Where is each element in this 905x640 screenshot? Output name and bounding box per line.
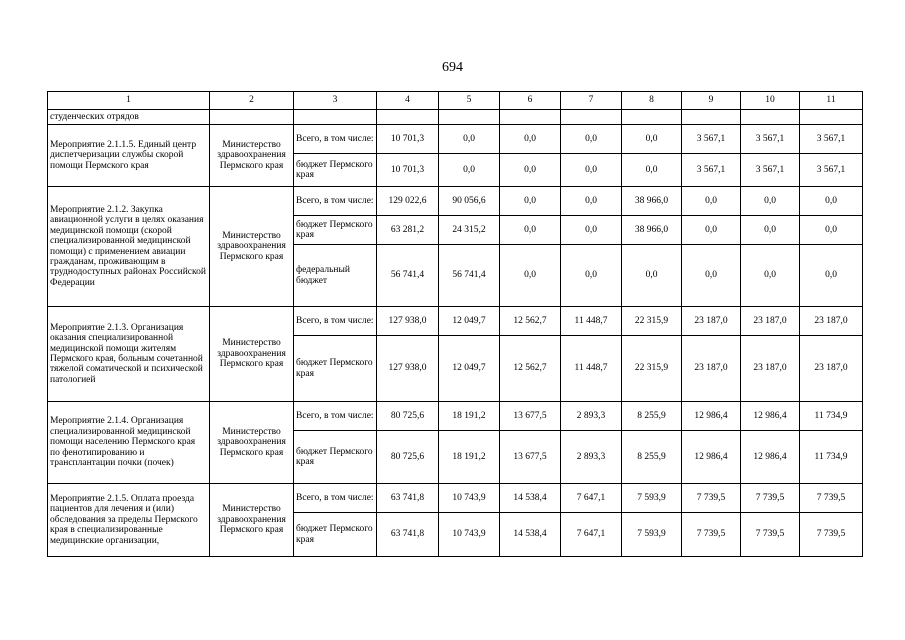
amount-cell: 7 739,5 bbox=[800, 513, 863, 557]
empty-cell bbox=[294, 110, 377, 125]
amount-cell: 0,0 bbox=[561, 154, 622, 187]
amount-cell: 7 593,9 bbox=[622, 513, 682, 557]
amount-cell: 63 741,8 bbox=[377, 484, 439, 513]
amount-cell: 12 049,7 bbox=[439, 307, 500, 336]
funding-source: бюджет Пермского края bbox=[294, 431, 377, 484]
funding-source: Всего, в том числе: bbox=[294, 484, 377, 513]
executor-name: Министерство здравоохранения Пермского края bbox=[210, 125, 294, 187]
funding-source: бюджет Пермского края bbox=[294, 154, 377, 187]
table-row bbox=[48, 484, 863, 513]
amount-cell: 13 677,5 bbox=[500, 402, 561, 431]
amount-cell: 22 315,9 bbox=[622, 336, 682, 402]
amount-cell: 8 255,9 bbox=[622, 431, 682, 484]
amount-cell: 23 187,0 bbox=[800, 336, 863, 402]
amount-cell: 23 187,0 bbox=[800, 307, 863, 336]
amount-cell: 12 049,7 bbox=[439, 336, 500, 402]
amount-cell: 0,0 bbox=[800, 216, 863, 245]
table-row bbox=[48, 307, 863, 336]
amount-cell: 12 986,4 bbox=[741, 402, 800, 431]
amount-cell: 8 255,9 bbox=[622, 402, 682, 431]
empty-cell bbox=[561, 110, 622, 125]
executor-name: Министерство здравоохранения Пермского края bbox=[210, 187, 294, 307]
amount-cell: 0,0 bbox=[622, 245, 682, 307]
budget-table bbox=[47, 91, 863, 557]
table-row bbox=[48, 187, 863, 216]
amount-cell: 23 187,0 bbox=[741, 336, 800, 402]
amount-cell: 10 701,3 bbox=[377, 154, 439, 187]
amount-cell: 0,0 bbox=[500, 216, 561, 245]
measure-name: Мероприятие 2.1.2. Закупка авиационной услуги в целях оказания медицинской помощи (скорой специализированной медицинской помощи) с применением авиации гражданам, проживающим в труднодоступных районах Российской Федерации bbox=[48, 187, 210, 307]
amount-cell: 10 743,9 bbox=[439, 513, 500, 557]
funding-source: Всего, в том числе: bbox=[294, 125, 377, 154]
funding-source: бюджет Пермского края bbox=[294, 513, 377, 557]
empty-cell bbox=[622, 110, 682, 125]
amount-cell: 63 281,2 bbox=[377, 216, 439, 245]
table-row bbox=[48, 402, 863, 431]
amount-cell: 0,0 bbox=[500, 187, 561, 216]
column-header: 6 bbox=[500, 92, 561, 110]
amount-cell: 0,0 bbox=[561, 245, 622, 307]
amount-cell: 11 448,7 bbox=[561, 307, 622, 336]
amount-cell: 0,0 bbox=[741, 187, 800, 216]
amount-cell: 3 567,1 bbox=[741, 125, 800, 154]
amount-cell: 80 725,6 bbox=[377, 431, 439, 484]
column-header: 11 bbox=[800, 92, 863, 110]
amount-cell: 22 315,9 bbox=[622, 307, 682, 336]
amount-cell: 3 567,1 bbox=[682, 154, 741, 187]
amount-cell: 3 567,1 bbox=[682, 125, 741, 154]
amount-cell: 80 725,6 bbox=[377, 402, 439, 431]
amount-cell: 3 567,1 bbox=[800, 154, 863, 187]
amount-cell: 7 739,5 bbox=[682, 484, 741, 513]
column-header: 3 bbox=[294, 92, 377, 110]
amount-cell: 10 743,9 bbox=[439, 484, 500, 513]
amount-cell: 14 538,4 bbox=[500, 484, 561, 513]
amount-cell: 0,0 bbox=[741, 245, 800, 307]
empty-cell bbox=[210, 110, 294, 125]
amount-cell: 7 739,5 bbox=[800, 484, 863, 513]
amount-cell: 0,0 bbox=[439, 154, 500, 187]
amount-cell: 0,0 bbox=[682, 216, 741, 245]
amount-cell: 0,0 bbox=[561, 125, 622, 154]
amount-cell: 90 056,6 bbox=[439, 187, 500, 216]
column-header: 8 bbox=[622, 92, 682, 110]
amount-cell: 7 647,1 bbox=[561, 484, 622, 513]
executor-name: Министерство здравоохранения Пермского края bbox=[210, 484, 294, 557]
amount-cell: 127 938,0 bbox=[377, 307, 439, 336]
empty-cell bbox=[682, 110, 741, 125]
amount-cell: 18 191,2 bbox=[439, 431, 500, 484]
measure-name: Мероприятие 2.1.1.5. Единый центр диспетчеризации службы скорой помощи Пермского края bbox=[48, 125, 210, 187]
amount-cell: 18 191,2 bbox=[439, 402, 500, 431]
column-header: 5 bbox=[439, 92, 500, 110]
amount-cell: 24 315,2 bbox=[439, 216, 500, 245]
amount-cell: 0,0 bbox=[500, 125, 561, 154]
column-header: 4 bbox=[377, 92, 439, 110]
amount-cell: 0,0 bbox=[682, 245, 741, 307]
column-header: 9 bbox=[682, 92, 741, 110]
executor-name: Министерство здравоохранения Пермского края bbox=[210, 307, 294, 402]
amount-cell: 7 739,5 bbox=[741, 484, 800, 513]
amount-cell: 56 741,4 bbox=[377, 245, 439, 307]
amount-cell: 23 187,0 bbox=[682, 307, 741, 336]
column-header: 1 bbox=[48, 92, 210, 110]
amount-cell: 12 986,4 bbox=[741, 431, 800, 484]
amount-cell: 7 739,5 bbox=[682, 513, 741, 557]
empty-cell bbox=[377, 110, 439, 125]
amount-cell: 23 187,0 bbox=[741, 307, 800, 336]
amount-cell: 12 562,7 bbox=[500, 336, 561, 402]
measure-name: Мероприятие 2.1.5. Оплата проезда пациентов для лечения и (или) обследования за пределы Пермского края в специализированные медицинские организации, bbox=[48, 484, 210, 557]
measure-name: Мероприятие 2.1.4. Организация специализированной медицинской помощи населению Пермского края по фенотипированию и трансплантации почки (почек) bbox=[48, 402, 210, 484]
amount-cell: 0,0 bbox=[561, 187, 622, 216]
amount-cell: 7 739,5 bbox=[741, 513, 800, 557]
amount-cell: 11 734,9 bbox=[800, 431, 863, 484]
column-header: 10 bbox=[741, 92, 800, 110]
amount-cell: 129 022,6 bbox=[377, 187, 439, 216]
empty-cell bbox=[439, 110, 500, 125]
amount-cell: 11 734,9 bbox=[800, 402, 863, 431]
column-header: 7 bbox=[561, 92, 622, 110]
funding-source: Всего, в том числе: bbox=[294, 187, 377, 216]
amount-cell: 3 567,1 bbox=[741, 154, 800, 187]
amount-cell: 38 966,0 bbox=[622, 216, 682, 245]
amount-cell: 12 562,7 bbox=[500, 307, 561, 336]
funding-source: федеральный бюджет bbox=[294, 245, 377, 307]
amount-cell: 0,0 bbox=[561, 216, 622, 245]
column-header: 2 bbox=[210, 92, 294, 110]
amount-cell: 2 893,3 bbox=[561, 431, 622, 484]
funding-source: бюджет Пермского края bbox=[294, 216, 377, 245]
amount-cell: 0,0 bbox=[500, 154, 561, 187]
amount-cell: 0,0 bbox=[741, 216, 800, 245]
amount-cell: 7 593,9 bbox=[622, 484, 682, 513]
amount-cell: 0,0 bbox=[682, 187, 741, 216]
amount-cell: 12 986,4 bbox=[682, 431, 741, 484]
amount-cell: 0,0 bbox=[622, 125, 682, 154]
amount-cell: 0,0 bbox=[500, 245, 561, 307]
amount-cell: 11 448,7 bbox=[561, 336, 622, 402]
page-number: 694 bbox=[442, 60, 463, 75]
amount-cell: 10 701,3 bbox=[377, 125, 439, 154]
amount-cell: 23 187,0 bbox=[682, 336, 741, 402]
amount-cell: 3 567,1 bbox=[800, 125, 863, 154]
amount-cell: 13 677,5 bbox=[500, 431, 561, 484]
empty-cell bbox=[800, 110, 863, 125]
amount-cell: 12 986,4 bbox=[682, 402, 741, 431]
table-row bbox=[48, 125, 863, 154]
amount-cell: 14 538,4 bbox=[500, 513, 561, 557]
measure-name: Мероприятие 2.1.3. Организация оказания специализированной медицинской помощи жителям Пермского края, больным сочетанной тяжелой соматической и психической патологией bbox=[48, 307, 210, 402]
amount-cell: 0,0 bbox=[622, 154, 682, 187]
empty-cell bbox=[500, 110, 561, 125]
continuation-text: студенческих отрядов bbox=[48, 110, 210, 125]
amount-cell: 38 966,0 bbox=[622, 187, 682, 216]
amount-cell: 63 741,8 bbox=[377, 513, 439, 557]
executor-name: Министерство здравоохранения Пермского края bbox=[210, 402, 294, 484]
empty-cell bbox=[741, 110, 800, 125]
amount-cell: 0,0 bbox=[439, 125, 500, 154]
amount-cell: 0,0 bbox=[800, 245, 863, 307]
amount-cell: 56 741,4 bbox=[439, 245, 500, 307]
funding-source: Всего, в том числе: bbox=[294, 402, 377, 431]
amount-cell: 7 647,1 bbox=[561, 513, 622, 557]
amount-cell: 127 938,0 bbox=[377, 336, 439, 402]
funding-source: Всего, в том числе: bbox=[294, 307, 377, 336]
amount-cell: 0,0 bbox=[800, 187, 863, 216]
continuation-row bbox=[48, 110, 863, 125]
funding-source: бюджет Пермского края bbox=[294, 336, 377, 402]
header-row bbox=[48, 92, 863, 110]
amount-cell: 2 893,3 bbox=[561, 402, 622, 431]
